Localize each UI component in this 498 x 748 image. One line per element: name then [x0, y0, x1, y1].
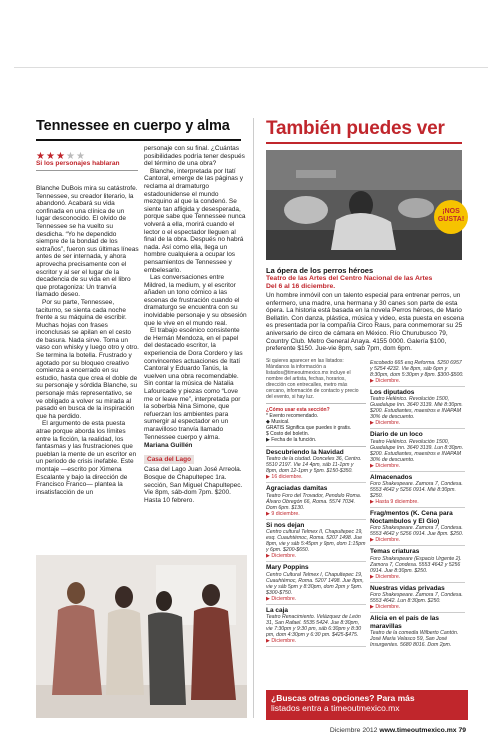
listing-body: Escobedo 665 esq Reforma. 5250 6957 y 5254 4232. Vie 8pm, sáb 6pm y 8:30pm, dom 5:30pm y 8pm. $300-$500.	[370, 359, 464, 378]
listing-entry	[370, 546, 465, 583]
listings-column-2	[370, 358, 465, 648]
listing-title: Alicia en el país de las maravillas	[370, 615, 440, 630]
paragraph: El argumento de esta puesta atrae porque aborda los límites entre la ficción, la realidad, los fantasmas y las frustraciones que pueblan la mente de un escritor en un periodo de crisis inefable. Este montaje —escrito por Ximena Escalante y bajo la dirección de Francisco Franco— plantea la insatisfacción de un	[36, 420, 137, 496]
submission-info: Si quieres aparecer en las listados: Mándanos la información a listados@timeoutmexico.mx incluye el nombre del artista, fechas, horarios, dirección con entrecalles, metro más cercano, información de contacto y precio del evento, si hay luz.	[266, 358, 366, 404]
listing-title: Los diputados	[370, 388, 415, 396]
footer-site[interactable]: www.timeoutmexico.mx	[379, 727, 457, 734]
listing-date: ▶ 16 diciembre.	[266, 474, 303, 481]
listing-body: Foro Shakespeare. Zamora 7, Condesa. 5553 4642 y 5256 0914. Mié 8:30pm. $250.	[370, 481, 463, 500]
listing-entry	[266, 647, 366, 648]
listing-body: Teatro de la ciudad. Donceles 36, Centro. 5510 2197. Vie 14 4pm, sáb 11-1pm y 8pm, dom 12-1pm y 5pm. $150-$350.	[266, 456, 362, 475]
listing-title: Descubriendo la Navidad	[266, 448, 344, 456]
column-divider	[253, 118, 254, 718]
paragraph: Blanche, interpretada por Itatí Cantoral, emerge de las páginas y reclama al dramaturgo estadounidense el mundo mezquino al que la condenó. Se siente tan afligida y desesperada, porque sabe que Tennessee nunca volverá a ella, morirá cuando el lector o el espectador lleguen al final de la obra. Después no habrá nada. Así como ella, llega un hombre cualquiera a ocupar los pensamientos de Tennessee y embelesarlo.	[144, 167, 246, 274]
listing-entry	[370, 613, 465, 648]
footer-date: Diciembre 2012	[329, 727, 378, 734]
promo-line-2: listados entra a timeoutmexico.mx	[271, 703, 400, 713]
listing-entry	[266, 562, 366, 605]
legend-item: $ Costo del boletín.	[266, 430, 310, 437]
listing-title: Nuestras vidas privadas	[370, 584, 445, 592]
paragraph: Las conversaciones entre Mildred, la medium, y el escritor añaden un tono cómico a las escenas de frustración cuando el dramaturgo se encuentra con su inolvidable personaje y su obsesión que le vive en el mundo real.	[144, 274, 247, 327]
promo-line-1: ¿Buscas otras opciones? Para más	[271, 693, 415, 703]
listing-title: Diario de un loco	[370, 431, 423, 439]
author-credit: Mariana Guillén	[144, 442, 193, 450]
featured-show-title: La ópera de los perros héroes	[266, 266, 374, 275]
section-title: También puedes ver	[266, 118, 445, 139]
listing-entry	[266, 483, 366, 520]
listing-title: Almacenados	[370, 473, 413, 481]
listing-body: Centro cultural Telmex II, Chapultepec 19, esq. Cuauhtémoc, Roma. 5207 1498. Jue 8pm, vie y sáb 5:45pm y 9pm, dom 1:15pm y 6pm. $200-$650.	[266, 529, 366, 554]
listing-date: ▶ Diciembre.	[370, 604, 401, 611]
legend-item: ◆ Musical.	[266, 418, 290, 425]
article-title: Tennessee en cuerpo y alma	[36, 118, 241, 141]
paragraph: Blanche DuBois mira su catástrofe. Tennessee, su creador literario, la abandonó. Acabará su vida confinada en una clínica de un lugar desconocido. El olvido de Tennessee se ha vuelto su desdicha. “Yo he dependido siempre de la bondad de los extraños”, fueron sus últimas líneas antes de ser internada, y ahora aprovecha precisamente con el escritor y al ser el lugar de la decadencia de su vida en el libro que protagoniza: Un tranvía llamado deseo.	[36, 185, 139, 299]
listing-title: Si nos dejan	[266, 521, 305, 529]
listing-title: Temas criaturas	[370, 548, 420, 556]
review-article	[36, 118, 247, 718]
article-subhead: Si los personajes hablaran	[36, 160, 120, 167]
page-number: 79	[458, 727, 466, 734]
listing-date: ▶ Diciembre.	[266, 595, 297, 602]
listing-date: ▶ Diciembre.	[266, 553, 297, 560]
listings-column-1	[266, 358, 366, 648]
listings-section	[266, 118, 466, 738]
venue-details: Casa del Lago Juan José Arreola. Bosque de Chapultepec 1ra. sección, San Miguel Chapultepec. Vie 8pm, sáb-dom 7pm. $200. Hasta 10 febrero.	[144, 466, 243, 504]
promo-banner[interactable]	[266, 690, 468, 720]
legend	[266, 407, 366, 447]
title-underline	[266, 142, 462, 144]
divider	[36, 170, 138, 171]
stage-photo	[36, 555, 247, 718]
listing-entry	[266, 447, 366, 484]
featured-show-body: Un hombre inmóvil con un talento especial para entrenar perros, un enfermero, una madre, una hermana y 30 canes son parte de esta ópera. La historia está basada en la novela Perros héroes, de Mario Bellatín. Con danza, plástica, música y video, esta puesta en escena es presentada por la compañía Circo Raus, para conmemorar su 25 aniversario de circo de cámara en México. Río Churubusco 79, Country Club. Metro General Anaya. 4155 0000. Galería $100, preferente $150. Jue-vie 8pm, sab 7pm, dom 6pm.	[266, 292, 465, 353]
legend-heading: ¿Cómo usar esta sección?	[266, 406, 330, 413]
listing-body: Foro Shakespeare (Espacio Urgente 2). Zamora 7, Condesa. 5553 4642 y 5256 0914. Jue 8:30pm. $250.	[370, 555, 462, 574]
featured-show-dates: Del 6 al 16 diciembre.	[266, 283, 336, 290]
article-column-2	[144, 145, 247, 615]
listing-body: Teatro Foro del Trovador, Pendulo Roma. Álvaro Obregón 66, Roma. 5574 7034. Dom 6pm. $130.	[266, 492, 362, 511]
listing-title: Mary Poppins	[266, 564, 309, 572]
listing-entry	[370, 387, 465, 430]
star-icon: ★	[66, 151, 75, 162]
venue-heading: Casa del Lago	[144, 455, 194, 465]
listing-body: Foro Shakespeare. Zamora 7, Condesa. 5553 4642. Lun 8:30pm. $250.	[370, 592, 463, 605]
star-icon: ★	[56, 151, 65, 162]
listing-date: ▶ 9 diciembre.	[266, 510, 300, 517]
listing-entry	[266, 520, 366, 563]
nos-gusta-badge: ¡NOS GUSTA!	[434, 200, 468, 234]
listing-date: ▶ Diciembre.	[370, 462, 401, 469]
listing-entry	[370, 358, 465, 387]
paragraph: Por su parte, Tennessee, taciturno, se sienta cada noche frente a su máquina de escribir. Muchas hojas con frases inconclusas se apilan en el cesto de basura. Nada sirve. Toma un vaso con whisky y luego otro y otro. Se termina la botella. Frustrado y agotado por su bloqueo creativo comienza a encerrado en su estudio, hasta que crea el doble de su personaje y sórdida Blanche, su personaje más representativo, se ve obligado a volver su mirada al pasado en busca de la inspiración que ha perdido.	[36, 298, 139, 420]
star-rating	[36, 146, 247, 162]
paragraph: personaje con su final. ¿Cuántas posibilidades podría tener después del término de una obra?	[144, 145, 245, 168]
listing-title: Agraciadas damitas	[266, 485, 328, 493]
listing-date: ▶ Hasta 9 diciembre.	[370, 499, 419, 506]
listing-date: ▶ Diciembre.	[266, 638, 297, 645]
listing-date: ▶ Diciembre.	[370, 537, 401, 544]
listing-title: Frag/mentos (K. Cena para Noctambulos y El Gio)	[370, 510, 453, 525]
listing-body: Teatro Renacimiento. Velázquez de León 31, San Rafael. 5535 5424. Jue 8:30pm, vie 7:30pm y 9:30 pm, sáb 6:30pm y 8:30 pm, dom 4:30pm y 6:30 pm. $425-$475.	[266, 614, 362, 639]
top-bleed-strip	[14, 10, 488, 68]
legend-item: * Evento recomendado.	[266, 412, 319, 419]
star-icon: ★	[76, 151, 85, 162]
legend-item: GRATIS Significa que puedes ir gratis.	[266, 424, 352, 431]
featured-show-venue: Teatro de las Artes del Centro Nacional de las Artes	[266, 275, 433, 282]
listing-entry	[370, 508, 465, 546]
listing-entry	[266, 605, 366, 648]
listing-date: ▶ Diciembre.	[370, 420, 401, 427]
listing-entry	[370, 472, 465, 509]
page-footer	[330, 727, 466, 734]
listing-body: Centro Cultural Telmex I, Chapultepec 19, Cuauhtémoc, Roma. 5207 1498. Jue 8pm, vie y sáb 5pm y 8:30pm, dom 2pm y 5pm. $300-$750.	[266, 571, 364, 596]
paragraph: El trabajo escénico consistente de Hernán Mendoza, en el papel del destacado escritor, la experiencia de Dora Cordero y las convincentes actuaciones de Itatí Cantoral y Eduardo Tanús, la vuelven una obra recomendable. Sin contar la música de Natalia Lafourcade y piezas como “Love me or leave me”, interpretada por la soberbia Nina Simone, que refuerzan los ambientes para sumergir al espectador en un maravilloso tranvía llamado Tennessee cuerpo y alma.	[144, 327, 243, 441]
listing-body: Teatro de la comedia Wilberto Cantón. José María Velasco 59, San José Insurgentes. 5680 8016. Dom 2pm.	[370, 630, 459, 648]
featured-photo	[266, 150, 462, 260]
star-icon: ★	[36, 151, 45, 162]
listing-body: Teatro Helénico. Revolución 1500, Guadalupe Inn. 3640 3139. Mié 8:30pm. $200. Estudiantes, maestros e INAPAM 30% de descuento.	[370, 396, 463, 421]
listing-title: La caja	[266, 606, 289, 614]
listing-body: Teatro Helénico. Revolución 1500, Guadalupe Inn. 3640 3139. Lun 8:30pm. $200. Estudiantes, maestros e INAPAM 30% de descuento.	[370, 438, 464, 463]
star-icon: ★	[46, 151, 55, 162]
listing-date: ▶ Diciembre.	[370, 377, 401, 384]
listing-body: Foro Shakespeare. Zamora 7, Condesa. 5553 4642 y 5256 0914. Jue 8pm. $250.	[370, 525, 464, 538]
listing-entry	[370, 429, 465, 472]
listing-entry	[370, 583, 465, 614]
legend-item: ▶ Fecha de la función.	[266, 436, 317, 443]
listing-date: ▶ Diciembre.	[370, 573, 401, 580]
